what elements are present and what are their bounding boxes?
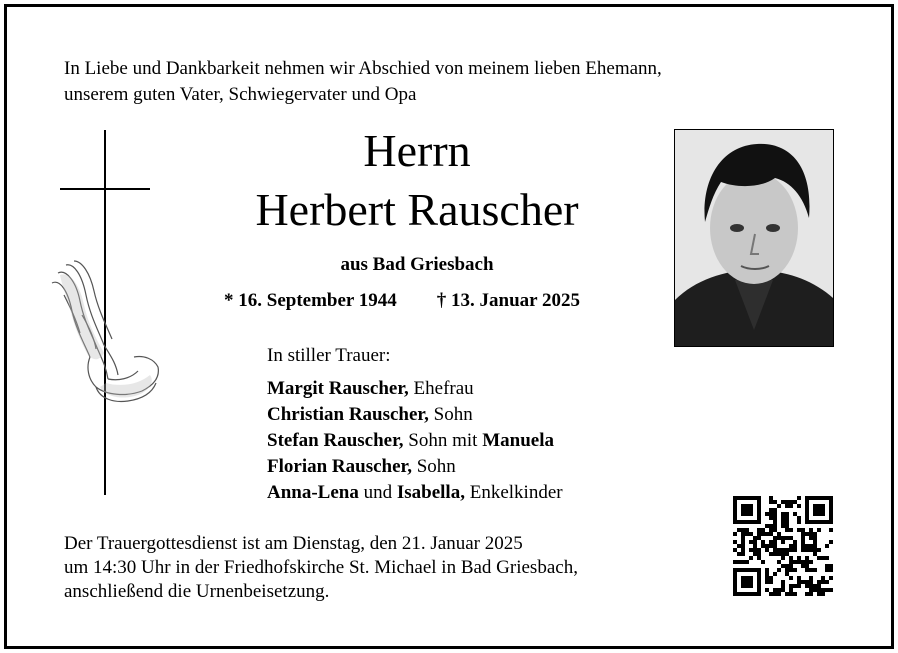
intro-line-1: In Liebe und Dankbarkeit nehmen wir Abschied von meinem lieben Ehemann, <box>64 58 662 79</box>
service-line-3: anschließend die Urnenbeisetzung. <box>64 581 330 602</box>
life-dates <box>224 290 580 312</box>
origin: aus Bad Griesbach <box>340 254 494 275</box>
service-info <box>64 532 578 604</box>
death-date: † 13. Januar 2025 <box>436 290 580 311</box>
service-line-2: um 14:30 Uhr in der Friedhofskirche St. Michael in Bad Griesbach, <box>64 557 578 578</box>
list-item: Margit Rauscher, Ehefrau <box>267 378 474 399</box>
mourners-list <box>267 376 563 506</box>
deceased-name: Herbert Rauscher <box>255 184 579 235</box>
list-item: Anna-Lena und Isabella, Enkelkinder <box>267 482 563 503</box>
portrait-photo <box>674 129 834 347</box>
list-item: Christian Rauscher, Sohn <box>267 404 473 425</box>
birth-date: * 16. September 1944 <box>224 290 397 311</box>
mourners-title: In stiller Trauer: <box>267 345 391 366</box>
list-item: Florian Rauscher, Sohn <box>267 456 456 477</box>
qr-code-icon[interactable] <box>733 496 833 596</box>
list-item: Stefan Rauscher, Sohn mit Manuela <box>267 430 554 451</box>
intro-line-2: unserem guten Vater, Schwiegervater und Opa <box>64 84 417 105</box>
honorific: Herrn <box>363 125 471 176</box>
intro-text <box>64 56 662 108</box>
praying-hands-icon <box>46 255 166 405</box>
service-line-1: Der Trauergottesdienst ist am Dienstag, den 21. Januar 2025 <box>64 533 523 554</box>
